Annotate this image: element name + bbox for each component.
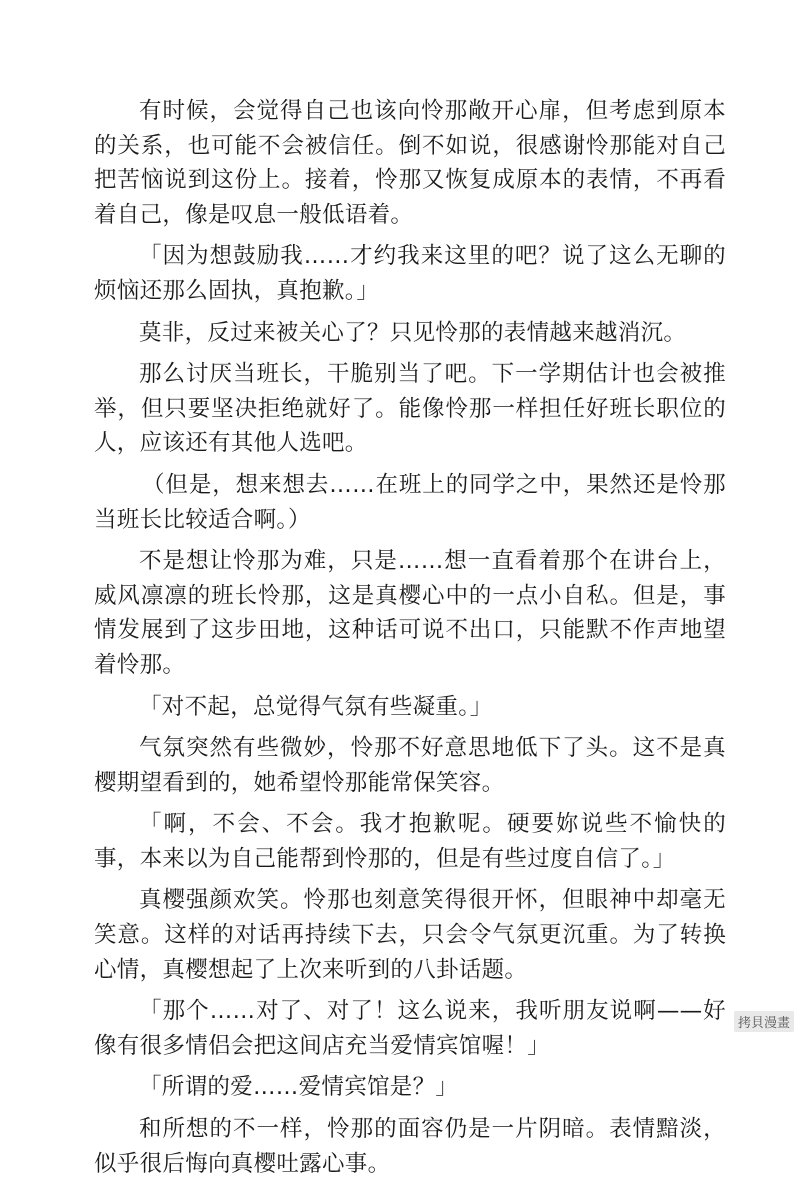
paragraph-dialogue: 「啊，不会、不会。我才抱歉呢。硬要妳说些不愉快的事，本来以为自己能帮到怜那的，但是有些过度自信了。」 [94,811,726,872]
paragraph-narration: 不是想让怜那为难，只是……想一直看着那个在讲台上，威风凛凛的班长怜那，这是真樱心中的一点小自私。但是，事情发展到了这步田地，这种话可说不出口，只能默不作声地望着怜那。 [94,548,726,678]
paragraph-narration: 和所想的不一样，怜那的面容仍是一片阴暗。表情黯淡，似乎很后悔向真樱吐露心事。 [94,1116,726,1177]
paragraph-narration: 有时候，会觉得自己也该向怜那敞开心扉，但考虑到原本的关系，也可能不会被信任。倒不如说，很感谢怜那能对自己把苦恼说到这份上。接着，怜那又恢复成原本的表情，不再看着自己，像是叹息一般低语着。 [94,98,726,228]
paragraph-dialogue: 「所谓的爱……爱情宾馆是？」 [139,1074,459,1101]
novel-page-text [94,94,726,1181]
paragraph-narration: 气氛突然有些微妙，怜那不好意思地低下了头。这不是真樱期望看到的，她希望怜那能常保笑容。 [94,735,726,796]
paragraph-dialogue: 「那个……对了、对了！这么说来，我听朋友说啊——好像有很多情侣会把这间店充当爱情宾馆喔！」 [94,998,726,1059]
paragraph-narration: 那么讨厌当班长，干脆别当了吧。下一学期估计也会被推举，但只要坚决拒绝就好了。能像怜那一样担任好班长职位的人，应该还有其他人选吧。 [94,361,726,457]
paragraph-narration: 真樱强颜欢笑。怜那也刻意笑得很开怀，但眼神中却毫无笑意。这样的对话再持续下去，只会令气氛更沉重。为了转换心情，真樱想起了上次来听到的八卦话题。 [94,887,726,983]
paragraph-dialogue: 「因为想鼓励我……才约我来这里的吧？说了这么无聊的烦恼还那么固执，真抱歉。」 [94,243,726,304]
watermark-label: 拷貝漫畫 [734,1011,794,1032]
paragraph-dialogue: 「对不起，总觉得气氛有些凝重。」 [139,693,493,720]
paragraph-narration: 莫非，反过来被关心了？只见怜那的表情越来越消沉。 [139,319,687,346]
paragraph-inner-thought: （但是，想来想去……在班上的同学之中，果然还是怜那当班长比较适合啊。） [94,471,726,533]
